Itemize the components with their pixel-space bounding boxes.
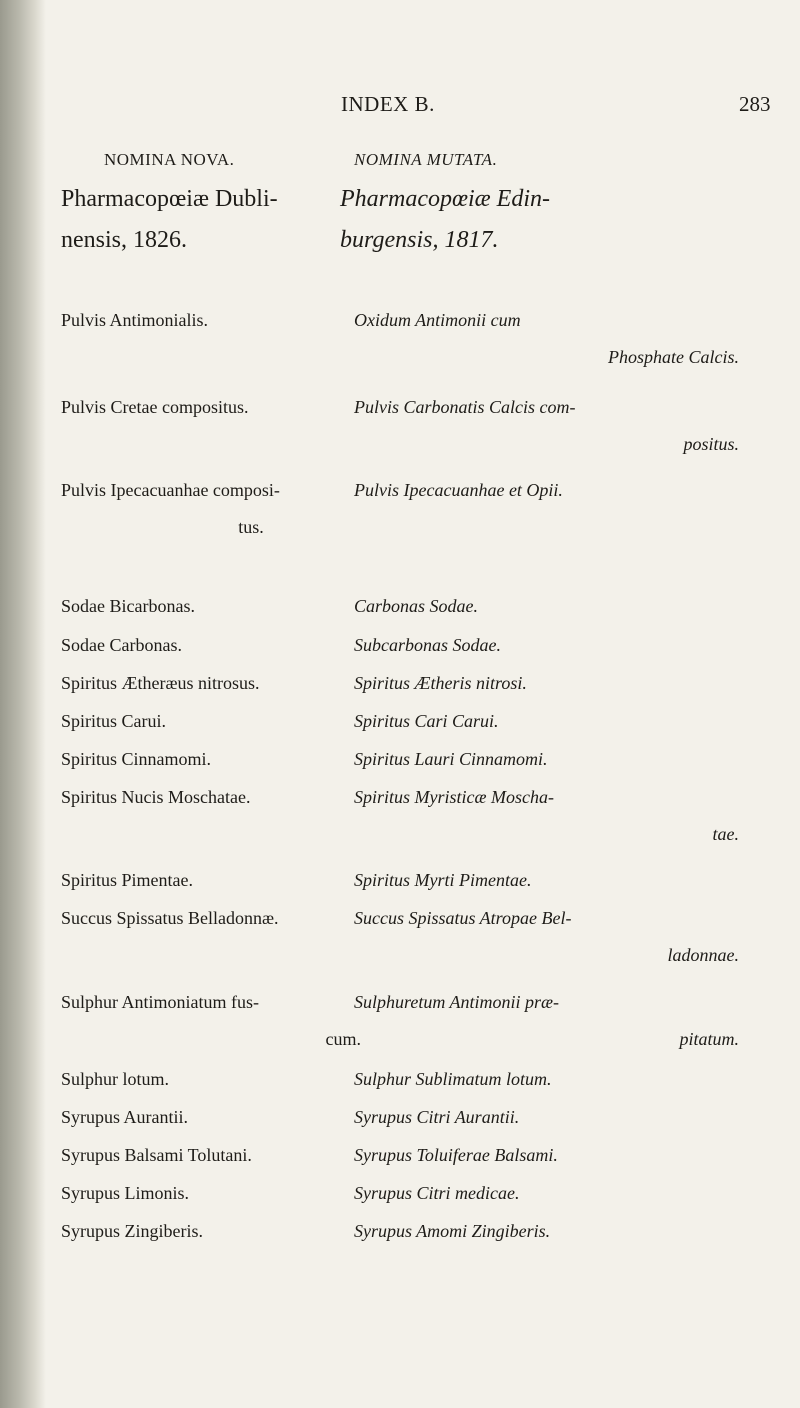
running-head bbox=[0, 92, 800, 122]
entry-mutata bbox=[354, 302, 744, 376]
entry-line: Syrupus Citri Aurantii. bbox=[354, 1107, 520, 1127]
entry-line: Spiritus Carui. bbox=[61, 711, 167, 731]
entry-line: Sulphuretum Antimonii præ- bbox=[354, 992, 560, 1012]
entry-nova bbox=[61, 900, 361, 937]
entry-line: Succus Spissatus Belladonnæ. bbox=[61, 908, 279, 928]
entry-mutata bbox=[354, 1061, 744, 1098]
entry-mutata bbox=[354, 779, 744, 853]
section-title-line: burgensis, 1817. bbox=[340, 227, 499, 253]
section-title-line: Pharmacopœiæ Edin- bbox=[340, 186, 550, 212]
entry-line: Syrupus Toluiferae Balsami. bbox=[354, 1145, 558, 1165]
entry-line: Syrupus Citri medicae. bbox=[354, 1183, 520, 1203]
entry-line: Sodae Bicarbonas. bbox=[61, 596, 195, 616]
entry-nova bbox=[61, 1175, 361, 1212]
entry-line: Spiritus Ætheris nitrosi. bbox=[354, 673, 527, 693]
entry-mutata bbox=[354, 588, 744, 625]
entry-line: Carbonas Sodae. bbox=[354, 596, 479, 616]
page-number: 283 bbox=[739, 92, 771, 116]
entry-mutata bbox=[354, 703, 744, 740]
entry-mutata bbox=[354, 627, 744, 664]
entry-line: Sulphur Antimoniatum fus- bbox=[61, 992, 259, 1012]
entry-line-continuation: tae. bbox=[712, 824, 739, 844]
entry-line: Pulvis Carbonatis Calcis com- bbox=[354, 397, 576, 417]
entry-nova bbox=[61, 472, 361, 546]
section-title-edinburgh bbox=[340, 179, 720, 261]
book-spine-shadow bbox=[0, 0, 46, 1408]
entry-nova bbox=[61, 703, 361, 740]
section-title-line: nensis, 1826. bbox=[61, 227, 187, 253]
entry-mutata bbox=[354, 984, 744, 1058]
entry-line-continuation: Phosphate Calcis. bbox=[608, 347, 739, 367]
entry-line: Pulvis Ipecacuanhae et Opii. bbox=[354, 480, 563, 500]
entry-mutata bbox=[354, 1213, 744, 1250]
entry-mutata bbox=[354, 389, 744, 463]
entry-nova bbox=[61, 665, 361, 702]
entry-mutata bbox=[354, 472, 744, 509]
entry-nova bbox=[61, 1099, 361, 1136]
entry-line: Spiritus Pimentae. bbox=[61, 870, 193, 890]
entry-line: Syrupus Balsami Tolutani. bbox=[61, 1145, 252, 1165]
entry-line-continuation: ladonnae. bbox=[667, 945, 739, 965]
entry-line: Oxidum Antimonii cum bbox=[354, 310, 521, 330]
entry-line: Syrupus Limonis. bbox=[61, 1183, 190, 1203]
column-heading-nova: NOMINA NOVA. bbox=[104, 150, 235, 169]
entry-nova bbox=[61, 862, 361, 899]
entry-line: Spiritus Ætheræus nitrosus. bbox=[61, 673, 260, 693]
entry-line: Spiritus Myristicæ Moscha- bbox=[354, 787, 554, 807]
entry-line-continuation: pitatum. bbox=[679, 1029, 739, 1049]
entry-mutata bbox=[354, 665, 744, 702]
column-heading-mutata: NOMINA MUTATA. bbox=[354, 150, 498, 169]
entry-line: Pulvis Cretae compositus. bbox=[61, 397, 249, 417]
entry-nova bbox=[61, 389, 361, 426]
entry-line-continuation: tus. bbox=[238, 517, 264, 537]
entry-line: Syrupus Zingiberis. bbox=[61, 1221, 203, 1241]
entry-mutata bbox=[354, 1137, 744, 1174]
section-title-dublin bbox=[61, 179, 341, 261]
entry-mutata bbox=[354, 862, 744, 899]
entry-nova bbox=[61, 302, 361, 339]
entry-mutata bbox=[354, 1099, 744, 1136]
entry-line-continuation: cum. bbox=[325, 1029, 361, 1049]
entry-line: Spiritus Nucis Moschatae. bbox=[61, 787, 251, 807]
entry-line: Spiritus Cinnamomi. bbox=[61, 749, 212, 769]
entry-nova bbox=[61, 779, 361, 816]
entry-nova bbox=[61, 1061, 361, 1098]
entry-line: Sodae Carbonas. bbox=[61, 635, 182, 655]
entry-nova bbox=[61, 588, 361, 625]
entry-line: Syrupus Aurantii. bbox=[61, 1107, 189, 1127]
entry-nova bbox=[61, 627, 361, 664]
entry-line: Pulvis Ipecacuanhae composi- bbox=[61, 480, 280, 500]
entry-nova bbox=[61, 1137, 361, 1174]
entry-mutata bbox=[354, 900, 744, 974]
entry-line: Spiritus Myrti Pimentae. bbox=[354, 870, 532, 890]
entry-line: Spiritus Lauri Cinnamomi. bbox=[354, 749, 548, 769]
entry-line: Spiritus Cari Carui. bbox=[354, 711, 499, 731]
entry-nova bbox=[61, 1213, 361, 1250]
entry-line: Sulphur Sublimatum lotum. bbox=[354, 1069, 552, 1089]
entry-line: Succus Spissatus Atropae Bel- bbox=[354, 908, 572, 928]
entry-line: Subcarbonas Sodae. bbox=[354, 635, 501, 655]
entry-nova bbox=[61, 741, 361, 778]
running-head-title: INDEX B. bbox=[341, 92, 435, 116]
entry-mutata bbox=[354, 741, 744, 778]
entry-line: Sulphur lotum. bbox=[61, 1069, 170, 1089]
entry-nova bbox=[61, 984, 361, 1058]
entry-line-continuation: positus. bbox=[683, 434, 739, 454]
section-title-line: Pharmacopœiæ Dubli- bbox=[61, 186, 278, 212]
entry-line: Syrupus Amomi Zingiberis. bbox=[354, 1221, 551, 1241]
entry-line: Pulvis Antimonialis. bbox=[61, 310, 209, 330]
entry-mutata bbox=[354, 1175, 744, 1212]
